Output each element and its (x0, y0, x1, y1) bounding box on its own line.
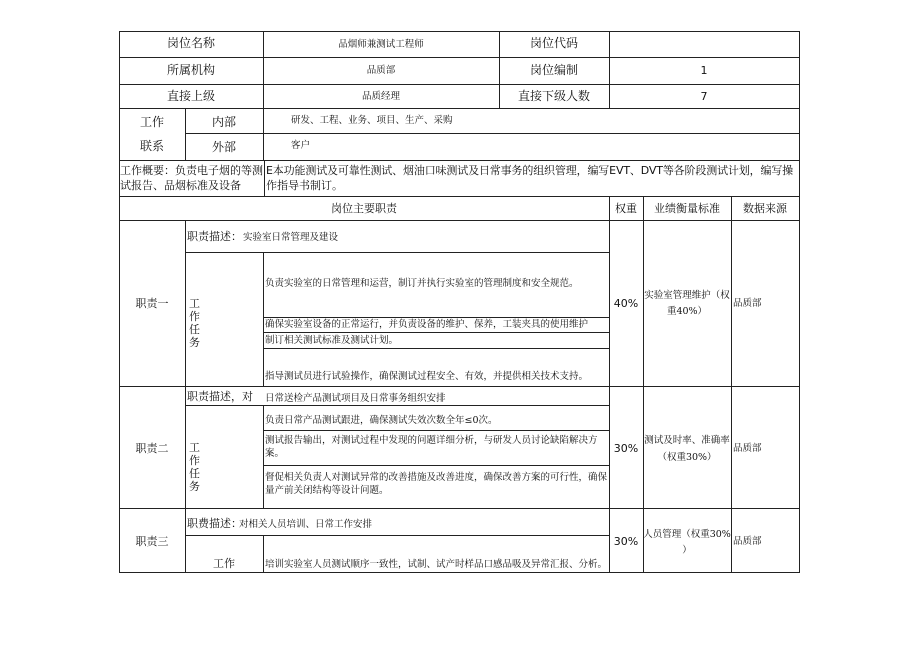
grid-line (643, 196, 644, 573)
grid-line (119, 196, 800, 197)
grid-line (119, 220, 800, 221)
grid-line (119, 31, 800, 32)
job-description-table (119, 31, 800, 573)
duty1-task-4: 指导测试员进行试验操作，确保测试过程安全、有效，并提供相关技术支持。 (265, 371, 589, 382)
superior-value: 品质经理 (361, 91, 400, 102)
duty1-task-3: 制订相关测试标准及测试计划。 (265, 335, 399, 346)
contact-label-line1: 工作 (139, 115, 164, 129)
duty2-task-3: 督促相关负责人对测试异常的改善措施及改善进度，确保改善方案的可行性，确保量产前关闭结构等设计问题。 (265, 472, 608, 496)
external-contact-label: 外部 (211, 140, 236, 154)
grid-line (263, 405, 264, 508)
grid-line (119, 386, 800, 387)
grid-line (185, 133, 800, 134)
main-duty-header: 岗位主要职责 (331, 202, 397, 215)
grid-line (263, 332, 609, 333)
grid-line (185, 252, 609, 253)
duty3-label: 职责三 (135, 535, 169, 548)
duty1-task-label: 工作任务 (189, 297, 200, 349)
subordinates-value: 7 (700, 90, 708, 103)
duty2-label: 职责二 (135, 442, 169, 455)
duty3-desc-label: 职费描述： (187, 517, 242, 530)
duty3-source: 品质部 (733, 536, 762, 547)
grid-line (119, 572, 800, 573)
duty2-desc-text: 日常送检产品测试项目及日常事务组织安排 (265, 393, 446, 404)
duty2-weight: 30% (613, 442, 639, 455)
duty3-task-1: 培训实验室人员测试顺序一致性，试制、试产时样品口感品吸及异常汇报、分析。 (265, 559, 608, 570)
position-name-label: 岗位名称 (166, 36, 215, 50)
department-value: 品质部 (366, 65, 396, 76)
grid-line (119, 57, 800, 58)
grid-line (609, 196, 610, 573)
duty1-source: 品质部 (733, 298, 762, 309)
duty1-label: 职责一 (135, 297, 169, 310)
contact-label-line2: 联系 (139, 139, 164, 153)
grid-line (119, 108, 800, 109)
summary-right-line2: 作指导书制订。 (266, 179, 343, 192)
grid-line (264, 160, 265, 196)
internal-contact-label: 内部 (211, 115, 236, 129)
grid-line (119, 160, 800, 161)
duty2-kpi-line2: （权重30%） (657, 452, 717, 463)
source-header: 数据来源 (743, 202, 787, 215)
summary-left-line1: 工作概要：负责电子烟的等测 (120, 164, 263, 177)
duty3-weight: 30% (613, 535, 639, 548)
superior-label: 直接上级 (166, 89, 215, 103)
internal-contact-value: 研发、工程、业务、项目、生产、采购 (291, 115, 453, 126)
department-label: 所属机构 (166, 63, 215, 77)
duty2-desc-label: 职责描述，对 (187, 390, 253, 403)
duty1-kpi-line1: 实验室管理维护（权 (644, 290, 730, 301)
position-code-label: 岗位代码 (529, 36, 578, 50)
subordinates-label: 直接下级人数 (517, 89, 590, 103)
duty3-kpi-line1: 人员管理（权重30% (643, 529, 731, 540)
grid-line (263, 348, 609, 349)
grid-line (731, 196, 732, 573)
grid-line (185, 220, 186, 572)
grid-line (263, 252, 264, 386)
duty1-task-2: 确保实验室设备的正常运行，并负责设备的维护、保养，工装夹具的使用维护 (265, 319, 589, 330)
summary-left-line2: 试报告、品烟标准及设备 (120, 179, 241, 192)
grid-line (119, 84, 800, 85)
duty2-task-2: 测试报告输出，对测试过程中发现的问题详细分析，与研发人员讨论缺陷解决方案。 (265, 435, 598, 459)
grid-line (263, 430, 609, 431)
duty1-desc-label: 职责描述： (187, 230, 242, 243)
duty1-task-1: 负责实验室的日常管理和运营，制订并执行实验室的管理制度和安全规范。 (265, 278, 579, 289)
duty1-kpi-line2: 重40%） (666, 306, 708, 317)
grid-line (185, 535, 609, 536)
grid-line (263, 465, 609, 466)
duty1-desc-text: 实验室日常管理及建设 (243, 232, 339, 243)
duty2-kpi-line1: 测试及时率、准确率 (644, 435, 730, 446)
position-name-value: 品烟师兼测试工程师 (338, 39, 424, 50)
headcount-label: 岗位编制 (529, 63, 578, 77)
grid-line (799, 31, 800, 573)
duty1-weight: 40% (613, 297, 639, 310)
grid-line (185, 405, 609, 406)
duty3-kpi-line2: ） (682, 545, 692, 556)
duty3-desc-text: 对相关人员培训、日常工作安排 (239, 519, 373, 530)
duty2-task-label: 工作任务 (189, 441, 200, 493)
duty2-task-1: 负责日常产品测试跟进，确保测试失效次数全年≤0次。 (265, 415, 498, 426)
headcount-value: 1 (700, 64, 708, 77)
weight-header: 权重 (615, 202, 637, 215)
summary-right-line1: E本功能测试及可靠性测试、烟油口味测试及日常事务的组织管理，编写EVT、DVT等各阶段测试计划，编写操 (266, 164, 794, 177)
grid-line (263, 535, 264, 572)
duty3-task-label: 工作 (213, 557, 235, 570)
duty2-source: 品质部 (733, 443, 762, 454)
grid-line (119, 508, 800, 509)
kpi-header: 业绩衡量标准 (654, 202, 720, 215)
external-contact-value: 客户 (291, 140, 311, 151)
